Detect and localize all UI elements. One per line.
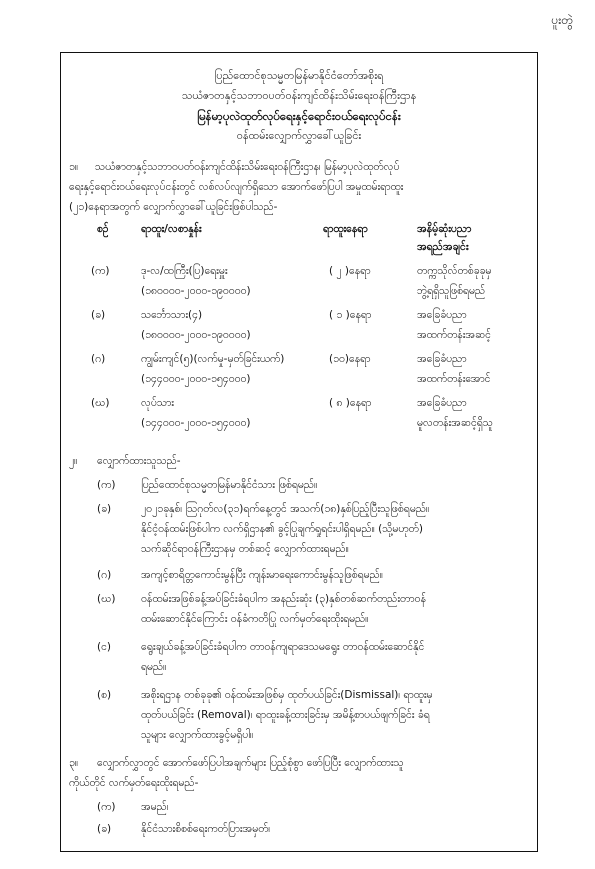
section2-item-text: သူများ လျှောက်ထားခွင့်မရှိပါ။ xyxy=(141,729,254,741)
section3-item-label: (က) xyxy=(97,801,116,813)
section3-item-text: နိုင်ငံသားစိစစ်ရေးကတ်ပြားအမှတ်၊ xyxy=(141,823,271,835)
header-ministry: သယံဇာတနှင့်သဘာဝပတ်ဝန်းကျင်ထိန်းသိမ်းရေးဝန်ကြီးဌာန xyxy=(181,89,417,102)
header-government: ပြည်ထောင်စုသမ္မတမြန်မာနိုင်ငံတော်အစိုးရ xyxy=(214,69,384,82)
table-row-vacancies: ( ၈ )နေရာ xyxy=(329,397,372,409)
section2-item-text: ပြည်ထောင်စုသမ္မတမြန်မာနိုင်ငံသား ဖြစ်ရမည်။ xyxy=(141,479,318,491)
section1-number: ၁။ xyxy=(69,161,79,173)
section3-line: ကိုယ်တိုင် လက်မှတ်ရေးထိုးရမည်- xyxy=(69,777,199,789)
section2-item-label: (ဂ) xyxy=(97,569,112,581)
section2-item-label: (ခ) xyxy=(97,503,112,515)
table-row-qualification: မူလတန်းအဆင့်ရှိသူ xyxy=(417,417,493,429)
section3-line: လျှောက်လွှာတွင် အောက်ဖော်ပြပါအချက်များ ပြည့်စုံစွာ ဖော်ပြပြီး လျှောက်ထားသူ xyxy=(97,757,404,769)
table-row-post: ကျွမ်းကျင်(၅)(လက်မှု-မှတ်ခြင်းယက်) xyxy=(141,353,285,365)
section2-item-text: နိုင်ငံ့ဝန်ထမ်းဖြစ်ပါက လက်ရှိဌာန၏ ခွင့်ပြုချက်ရှုရင်းပါရှိရမည်။ (သို့မဟုတ်) xyxy=(141,523,423,535)
table-header-post: ရာထူး/လစာနှုန်း xyxy=(141,223,202,235)
table-row-qualification: တက္ကသိုလ်တစ်ခုခုမှ xyxy=(417,265,492,277)
table-row-qualification: အထက်တန်းအဆင့် xyxy=(417,329,492,341)
section3-number: ၃။ xyxy=(69,757,79,769)
table-row-vacancies: ( ၂ )နေရာ xyxy=(329,265,371,277)
table-row-no: (ခ) xyxy=(91,309,106,321)
section2-item-label: (င) xyxy=(97,641,112,653)
section3-item-label: (ခ) xyxy=(97,823,112,835)
table-row-qualification: အခြေခံပညာ xyxy=(417,309,467,321)
table-header-qualification: အနိမ့်ဆုံးပညာ xyxy=(417,223,472,235)
section1-line: သယံဇာတနှင့်သဘာဝပတ်ဝန်းကျင်ထိန်းသိမ်းရေးဝန်ကြီးဌာန၊ မြန်မာ့ပုလဲထုတ်လုပ် xyxy=(95,161,400,173)
table-row-salary: (၁၄၄၀၀၀-၂၀၀၀-၁၅၄၀၀၀) xyxy=(141,417,251,429)
table-row-qualification: အခြေခံပညာ xyxy=(417,353,467,365)
section2-item-label: (က) xyxy=(97,479,116,491)
section2-item-text: ထုတ်ပယ်ခြင်း (Removal)၊ ရာထူးခန့်ထားခြင်းမှ အမိန့်စာပယ်ဖျက်ခြင်း ခံရ xyxy=(141,709,430,721)
section2-item-text: အစိုးရဌာန တစ်ခုခု၏ ဝန်ထမ်းအဖြစ်မှ ထုတ်ပယ်ခြင်း(Dismissal)၊ ရာထူးမှ xyxy=(141,689,433,701)
table-row-salary: (၁၈၀၀၀၀-၂၀၀၀-၁၉၀၀၀၀) xyxy=(141,329,251,341)
page-tag: ပူးတွဲ xyxy=(551,13,573,27)
section2-item-text: သက်ဆိုင်ရာဝန်ကြီးဌာနမှ တစ်ဆင့် လျှောက်ထားရမည်။ xyxy=(141,543,349,555)
table-row-no: (က) xyxy=(91,265,110,277)
table-row-no: (ဃ) xyxy=(91,397,110,409)
table-header-qualification: အရည်အချင်း xyxy=(417,241,469,253)
table-row-salary: (၁၈၀၀၀၀-၂၀၀၀-၁၉၀၀၀၀) xyxy=(141,285,251,297)
section1-line: (၂၁)နေရာအတွက် လျှောက်လွှာခေါ်ယူခြင်းဖြစ်ပါသည်- xyxy=(69,201,278,213)
table-row-qualification: အထက်တန်းအောင် xyxy=(417,373,491,385)
section2-item-text: ထမ်းဆောင်နိုင်ကြောင်း ဝန်ခံကတိပြု လက်မှတ်ရေးထိုးရမည်။ xyxy=(141,613,369,625)
table-row-post: လုပ်သား xyxy=(141,397,174,409)
section1-line: ရေးနှင့်ရောင်းဝယ်ရေးလုပ်ငန်းတွင် လစ်လပ်လျက်ရှိသော အောက်ဖော်ပြပါ အမှုထမ်းရာထူး xyxy=(69,181,404,193)
section2-number: ၂။ xyxy=(69,455,78,467)
header-announcement: ဝန်ထမ်းလျှောက်လွှာခေါ်ယူခြင်း xyxy=(236,129,362,142)
section2-title: လျှောက်ထားသူသည်- xyxy=(97,455,181,467)
section3-item-text: အမည်၊ xyxy=(141,801,169,813)
section2-item-label: (ဃ) xyxy=(97,593,116,605)
section2-item-text: ၂၀၂၁ခုနှစ်၊ ဩဂုတ်လ(၃၁)ရက်နေ့တွင် အသက်(၁၈)နှစ်ပြည့်ပြီးသူဖြစ်ရမည်။ xyxy=(141,503,430,515)
section2-item-text: ရွေးချယ်ခန့်အပ်ခြင်းခံရပါက တာဝန်ကျရာဒေသမရွေး တာဝန်ထမ်းဆောင်နိုင် xyxy=(141,641,425,653)
table-header-vacancies: ရာထူးနေရာ xyxy=(323,223,368,235)
table-row-qualification: ဘွဲ့ရရှိသူဖြစ်ရမည် xyxy=(417,285,486,297)
section2-item-label: (စ) xyxy=(97,689,112,701)
document-frame xyxy=(60,52,538,852)
section2-item-text: ရမည်။ xyxy=(141,661,167,673)
section2-item-text: အကျင့်စာရိတ္တကောင်းမွန်ပြီး ကျန်းမာရေးကောင်းမွန်သူဖြစ်ရမည်။ xyxy=(141,569,383,581)
table-row-qualification: အခြေခံပညာ xyxy=(417,397,467,409)
header-enterprise: မြန်မာ့ပုလဲထုတ်လုပ်ရေးနှင့်ရောင်းဝယ်ရေးလုပ်ငန်း xyxy=(197,109,401,123)
table-row-post: သင်္ဘောသား(၄) xyxy=(141,309,203,321)
table-row-no: (ဂ) xyxy=(91,353,106,365)
table-row-post: ဒု-လ/ထကြီး(ပြ)ရေးမှူး xyxy=(141,265,228,277)
section2-item-text: ဝန်ထမ်းအဖြစ်ခန့်အပ်ခြင်းခံရပါက အနည်းဆုံး (၃)နှစ်တစ်ဆက်တည်းတာဝန် xyxy=(141,593,426,605)
table-row-vacancies: ( ၁ )နေရာ xyxy=(329,309,372,321)
table-row-salary: (၁၄၄၀၀၀-၂၀၀၀-၁၅၄၀၀၀) xyxy=(141,373,251,385)
table-header-no: စဉ် xyxy=(97,223,109,235)
table-row-vacancies: (၁၀)နေရာ xyxy=(329,353,371,365)
